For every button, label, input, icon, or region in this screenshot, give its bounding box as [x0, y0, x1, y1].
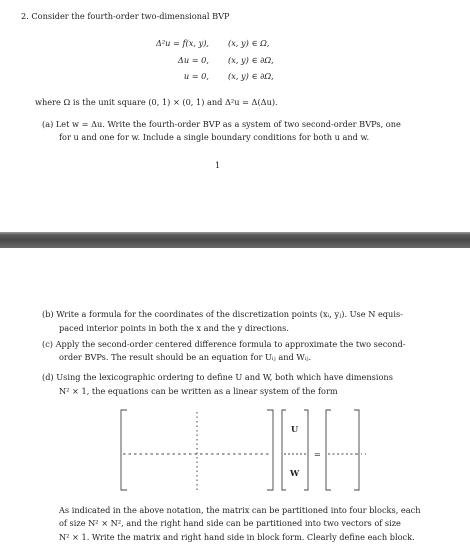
equation-1-domain: (x, y) ∈ Ω, [228, 38, 270, 48]
vector-w-label: W [290, 468, 300, 478]
equation-3-domain: (x, y) ∈ ∂Ω, [228, 71, 274, 81]
equation-1-lhs [155, 38, 209, 49]
note-line-3: N² × 1. Write the matrix and right hand side in block form. Clearly define each block. [59, 532, 415, 542]
block-system-figure [0, 406, 470, 496]
matrix-right-bracket [267, 410, 273, 490]
where-text: where Ω is the unit square (0, 1) × (0, 1) and Δ²u = Δ(Δu). [35, 97, 278, 107]
document-page-1 [0, 0, 470, 232]
equation-1-lhs-text: Δ²u = f(x, y), [155, 38, 209, 48]
equation-2-lhs-text: Δu = 0, [177, 55, 209, 65]
vector-right-bracket [304, 410, 308, 490]
matrix-left-bracket [121, 410, 127, 490]
part-d-line-2: N² × 1, the equations can be written as a linear system of the form [59, 386, 338, 396]
problem-heading: 2. Consider the fourth-order two-dimensional BVP [21, 11, 230, 21]
equation-3-lhs [160, 71, 209, 82]
rhs-right-bracket [354, 410, 359, 490]
page-separator [0, 232, 470, 248]
part-a-line-1: (a) Let w = Δu. Write the fourth-order BVP as a system of two second-order BVPs, one [42, 119, 401, 129]
part-c-line-2: order BVPs. The result should be an equation for Uᵢⱼ and Wᵢⱼ. [59, 352, 312, 362]
rhs-left-bracket [326, 410, 331, 490]
equation-2-lhs [160, 55, 209, 66]
note-line-1: As indicated in the above notation, the matrix can be partitioned into four blocks, each [59, 505, 421, 515]
equation-2-domain: (x, y) ∈ ∂Ω, [228, 55, 274, 65]
part-a-line-2: for u and one for w. Include a single boundary conditions for both u and w. [59, 132, 370, 142]
equation-3-lhs-text: u = 0, [183, 71, 209, 81]
equals-sign: = [314, 449, 321, 459]
document-page-2 [0, 248, 470, 559]
part-d-line-1: (d) Using the lexicographic ordering to define U and W, both which have dimensions [42, 372, 393, 382]
vector-u-label: U [291, 424, 299, 434]
page-number: 1 [215, 160, 221, 170]
part-b-line-1: (b) Write a formula for the coordinates of the discretization points (xᵢ, yⱼ). Use N equis- [42, 309, 403, 319]
note-line-2: of size N² × N², and the right hand side can be partitioned into two vectors of size [59, 518, 401, 528]
part-b-line-2: paced interior points in both the x and the y directions. [59, 323, 289, 333]
part-c-line-1: (c) Apply the second-order centered difference formula to approximate the two second- [42, 339, 406, 349]
vector-left-bracket [282, 410, 286, 490]
